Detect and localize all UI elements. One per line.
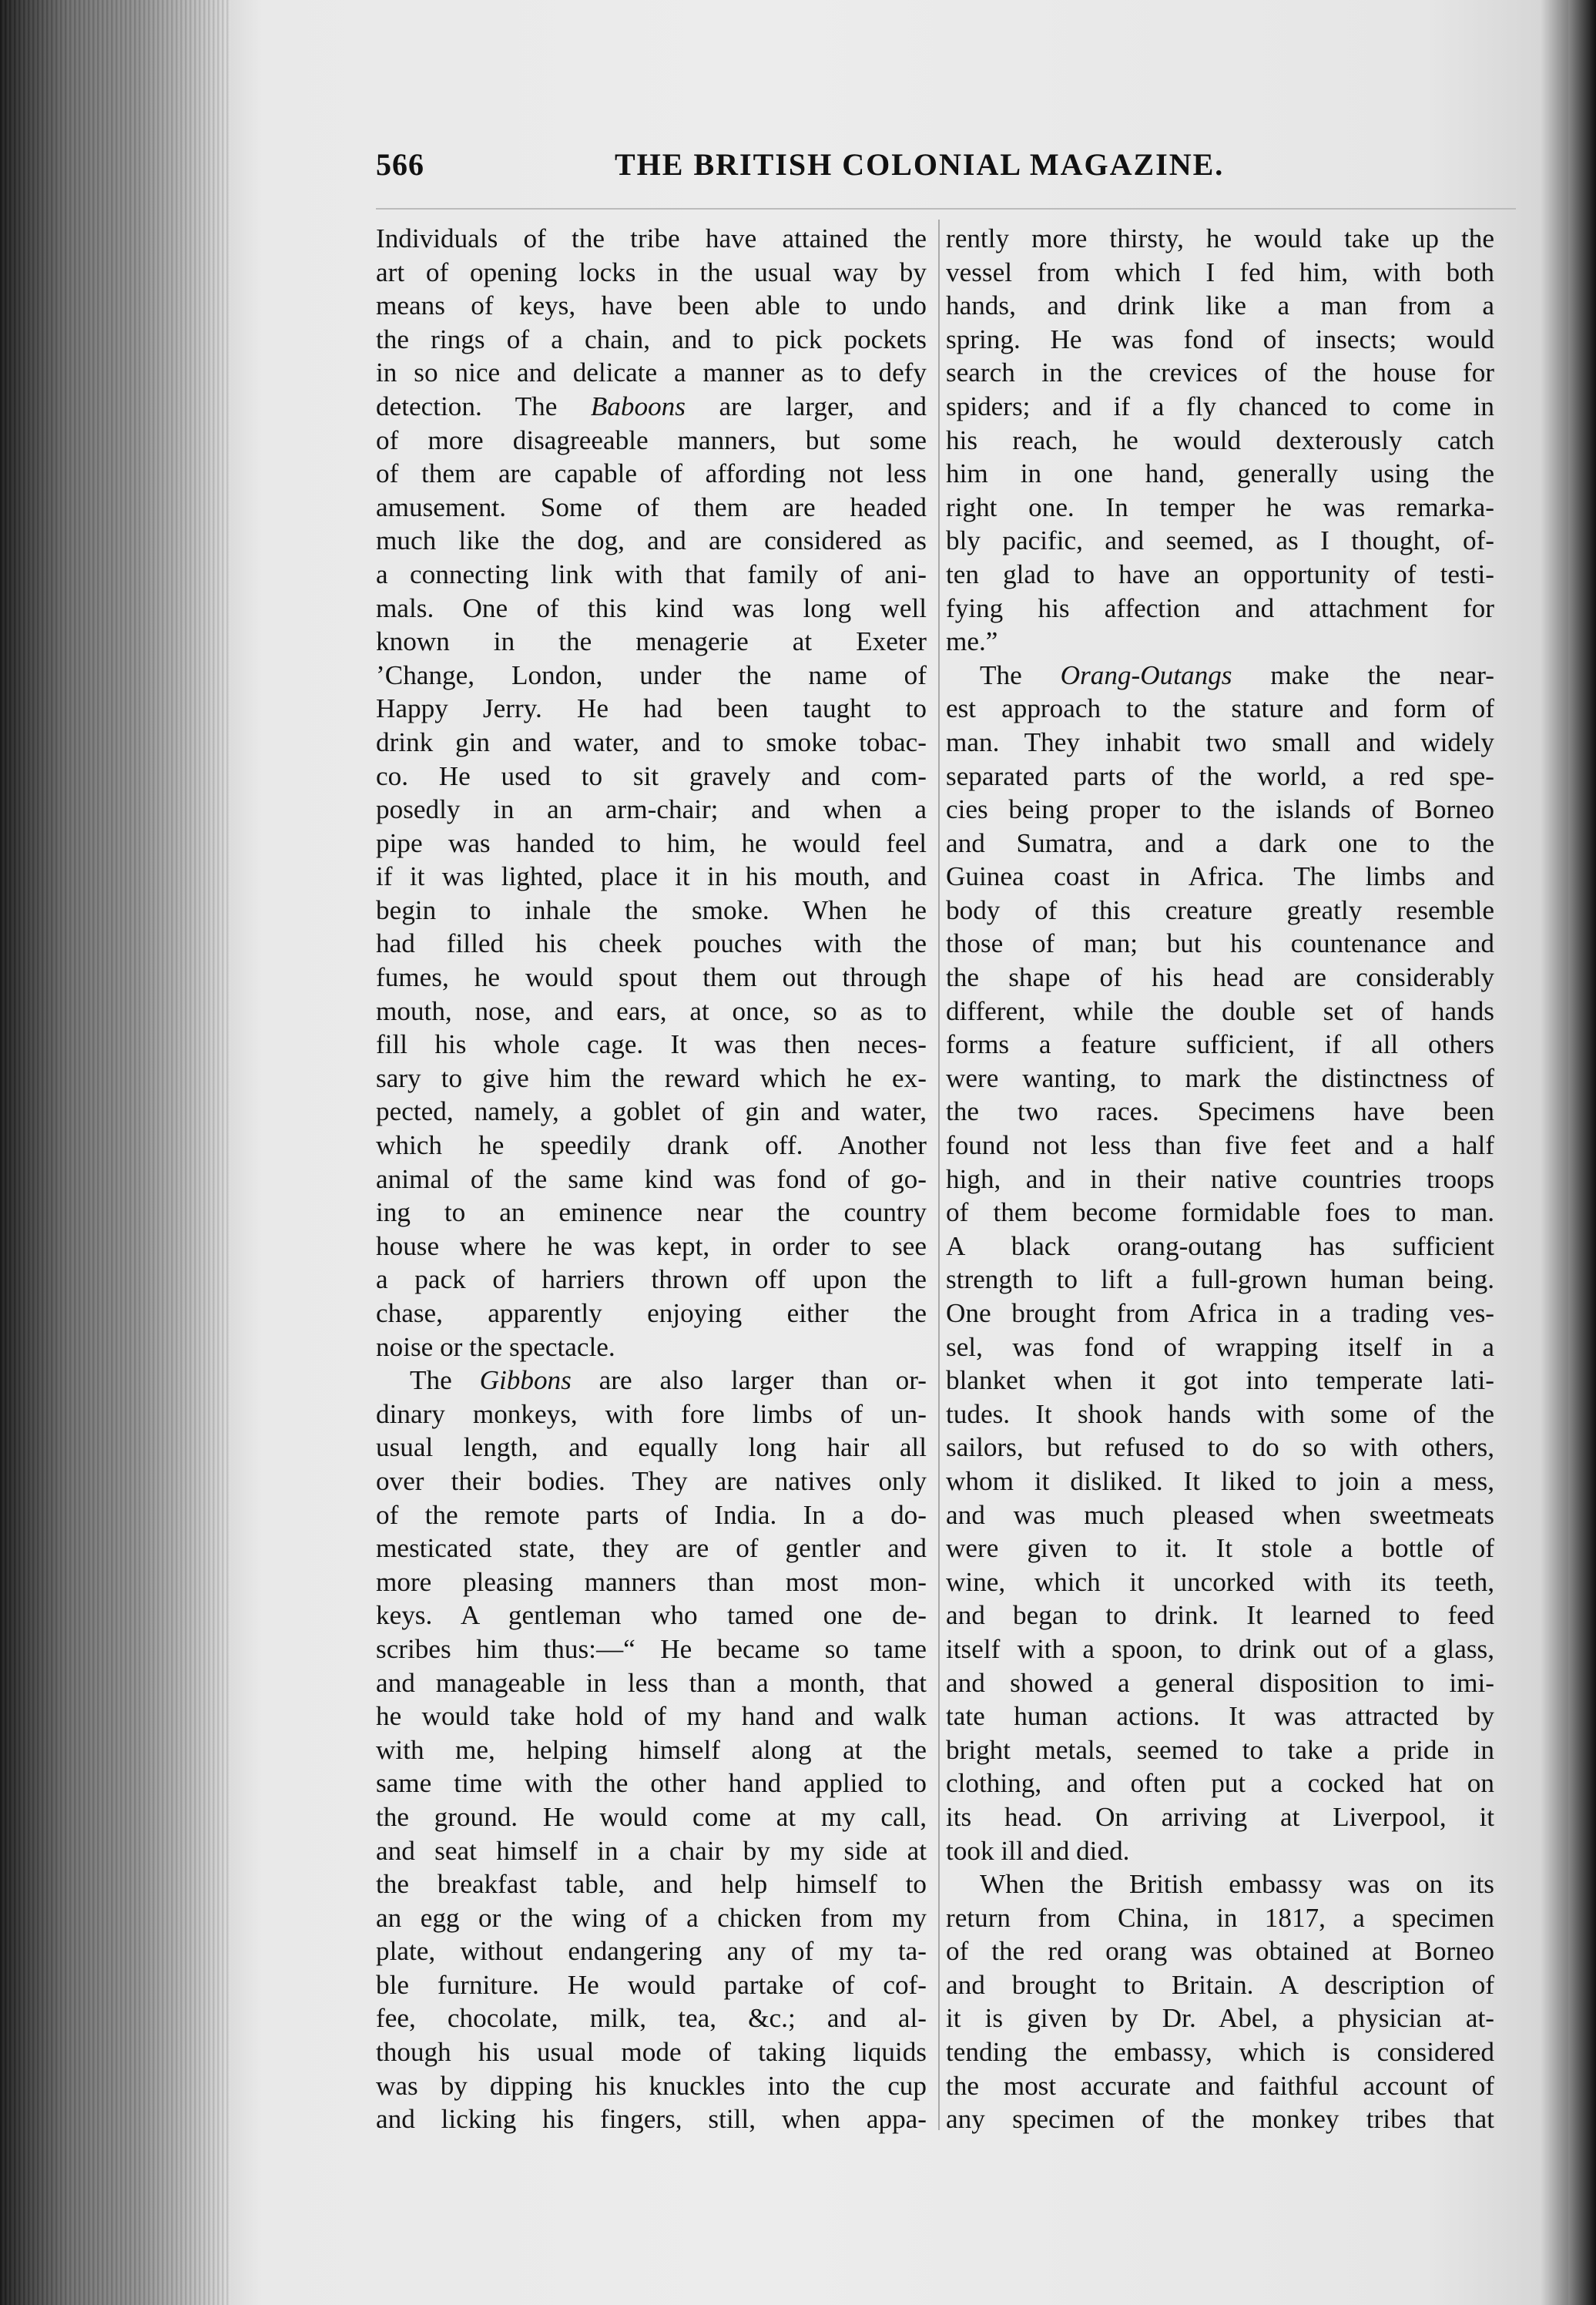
text-line: different, while the double set of hands [946,995,1494,1026]
text-line [376,390,927,424]
taxon-name: Baboons [590,391,686,421]
text-line: more pleasing manners than most mon- [376,1566,927,1597]
text-line: scribes him thus:—“ He became so tame [376,1633,927,1664]
text-line: forms a feature sufficient, if all others [946,1029,1494,1060]
text-line: and Sumatra, and a dark one to the [946,827,1494,858]
text-fragment: make the near- [1232,659,1494,690]
text-line: in so nice and delicate a manner as to defy [376,357,927,388]
text-line: if it was lighted, place it in his mouth, and [376,861,927,892]
text-line: of them become formidable foes to man. [946,1197,1494,1228]
text-line: usual length, and equally long hair all [376,1432,927,1463]
text-line: A black orang-outang has sufficient [946,1230,1494,1261]
text-fragment: The [980,659,1061,690]
text-fragment: The [410,1365,480,1396]
text-line: ’Change, London, under the name of [376,659,927,690]
text-line: the shape of his head are considerably [946,962,1494,993]
text-line: chase, apparently enjoying either the [376,1298,927,1328]
text-line: co. He used to sit gravely and com- [376,760,927,791]
text-line: Guinea coast in Africa. The limbs and [946,861,1494,892]
header-rule [376,208,1516,210]
text-line: mesticated state, they are of gentler and [376,1533,927,1564]
text-line: and began to drink. It learned to feed [946,1600,1494,1631]
text-line: its head. On arriving at Liverpool, it [946,1801,1494,1832]
binding-shadow [1568,0,1596,2305]
text-line: vessel from which I fed him, with both [946,257,1494,287]
text-line: sailors, but refused to do so with others, [946,1432,1494,1463]
text-line: drink gin and water, and to smoke tobac- [376,726,927,757]
text-line: of the remote parts of India. In a do- [376,1499,927,1530]
text-line: same time with the other hand applied to [376,1768,927,1799]
text-line: animal of the same kind was fond of go- [376,1163,927,1194]
text-line: fumes, he would spout them out through [376,962,927,993]
text-line: rently more thirsty, he would take up the [946,223,1494,253]
text-line: tate human actions. It was attracted by [946,1701,1494,1732]
text-line: and brought to Britain. A description of [946,1969,1494,2000]
text-line: took ill and died. [946,1835,1130,1866]
text-line: spring. He was fond of insects; would [946,324,1494,354]
text-line: a pack of harriers thrown off upon the [376,1264,927,1295]
text-line: itself with a spoon, to drink out of a glass, [946,1633,1494,1664]
text-line: and was much pleased when sweetmeats [946,1499,1494,1530]
text-line: any specimen of the monkey tribes that [946,2104,1494,2135]
text-line: amusement. Some of them are headed [376,492,927,522]
text-line: an egg or the wing of a chicken from my [376,1902,927,1933]
text-line [946,659,1494,693]
text-line: posedly in an arm-chair; and when a [376,794,927,825]
text-line: known in the menagerie at Exeter [376,626,927,657]
text-line: noise or the spectacle. [376,1331,615,1362]
text-line: body of this creature greatly resemble [946,894,1494,925]
text-line: of them are capable of affording not less [376,458,927,489]
text-line: of the red orang was obtained at Borneo [946,1936,1494,1967]
text-line: means of keys, have been able to undo [376,290,927,321]
text-line: the ground. He would come at my call, [376,1801,927,1832]
right-column [946,222,1494,2136]
text-line: and seat himself in a chair by my side at [376,1835,927,1866]
text-line: spiders; and if a fly chanced to come in [946,391,1494,421]
text-line: return from China, in 1817, a specimen [946,1902,1494,1933]
text-line: and licking his fingers, still, when appa- [376,2104,927,2135]
text-line: cies being proper to the islands of Borneo [946,794,1494,825]
text-line: he would take hold of my hand and walk [376,1701,927,1732]
text-line: house where he was kept, in order to see [376,1230,927,1261]
text-line: One brought from Africa in a trading ves- [946,1298,1494,1328]
text-line: search in the crevices of the house for [946,357,1494,388]
text-line: though his usual mode of taking liquids [376,2037,927,2068]
text-line: a connecting link with that family of ani- [376,559,927,589]
text-line: were wanting, to mark the distinctness of [946,1062,1494,1093]
text-line: much like the dog, and are considered as [376,525,927,556]
text-fragment: detection. The [376,391,591,421]
text-line: begin to inhale the smoke. When he [376,894,927,925]
text-line: Individuals of the tribe have attained the [376,223,927,253]
text-line: mouth, nose, and ears, at once, so as to [376,995,927,1026]
text-line: which he speedily drank off. Another [376,1130,927,1161]
text-line: his reach, he would dexterously catch [946,424,1494,455]
text-line: separated parts of the world, a red spe- [946,760,1494,791]
text-line: of more disagreeable manners, but some [376,424,927,455]
text-line: was by dipping his knuckles into the cup [376,2070,927,2101]
text-line: pected, namely, a goblet of gin and water, [376,1096,927,1127]
text-line: ten glad to have an opportunity of testi- [946,559,1494,589]
text-line: When the British embassy was on its [980,1869,1494,1900]
text-line: high, and in their native countries troops [946,1163,1494,1194]
text-line: found not less than five feet and a half [946,1130,1494,1161]
text-line: tending the embassy, which is considered [946,2037,1494,2068]
text-line: right one. In temper he was remarka- [946,492,1494,522]
text-line: strength to lift a full-grown human being. [946,1264,1494,1295]
text-line: fill his whole cage. It was then neces- [376,1029,927,1060]
text-line: those of man; but his countenance and [946,928,1494,959]
text-line: had filled his cheek pouches with the [376,928,927,959]
text-line: sel, was fond of wrapping itself in a [946,1331,1494,1362]
page-stack-edge [0,0,231,2305]
text-line: the breakfast table, and help himself to [376,1869,927,1900]
text-line: over their bodies. They are natives only [376,1465,927,1496]
text-fragment: are also larger than or- [571,1365,927,1396]
text-line: keys. A gentleman who tamed one de- [376,1600,927,1631]
text-line: Happy Jerry. He had been taught to [376,693,927,724]
column-divider [938,220,940,2130]
text-line: tudes. It shook hands with some of the [946,1398,1494,1429]
text-line: est approach to the stature and form of [946,693,1494,724]
text-line: the two races. Specimens have been [946,1096,1494,1127]
text-line: me.” [946,626,998,657]
running-title: THE BRITISH COLONIAL MAGAZINE. [615,147,1225,182]
text-line [376,1364,927,1397]
text-line: and manageable in less than a month, that [376,1667,927,1698]
text-line: clothing, and often put a cocked hat on [946,1768,1494,1799]
text-line: were given to it. It stole a bottle of [946,1533,1494,1564]
text-line: whom it disliked. It liked to join a mess, [946,1465,1494,1496]
page-header [376,146,1512,200]
left-column [376,222,927,2136]
page-number: 566 [376,147,424,182]
text-line: plate, without endangering any of my ta- [376,1936,927,1967]
text-line: fee, chocolate, milk, tea, &c.; and al- [376,2003,927,2034]
text-line: pipe was handed to him, he would feel [376,827,927,858]
taxon-name: Orang-Outangs [1060,659,1232,690]
text-line: ing to an eminence near the country [376,1197,927,1228]
text-line: him in one hand, generally using the [946,458,1494,489]
text-line: the most accurate and faithful account of [946,2070,1494,2101]
text-line: fying his affection and attachment for [946,592,1494,623]
taxon-name: Gibbons [479,1365,572,1396]
text-line: man. They inhabit two small and widely [946,726,1494,757]
text-line: with me, helping himself along at the [376,1734,927,1765]
text-line: wine, which it uncorked with its teeth, [946,1566,1494,1597]
text-line: hands, and drink like a man from a [946,290,1494,321]
text-line: it is given by Dr. Abel, a physician at- [946,2003,1494,2034]
text-line: the rings of a chain, and to pick pockets [376,324,927,354]
text-line: mals. One of this kind was long well [376,592,927,623]
text-fragment: are larger, and [685,391,927,421]
text-line: and showed a general disposition to imi- [946,1667,1494,1698]
text-line: bly pacific, and seemed, as I thought, of- [946,525,1494,556]
text-line: blanket when it got into temperate lati- [946,1365,1494,1396]
text-line: sary to give him the reward which he ex- [376,1062,927,1093]
text-line: dinary monkeys, with fore limbs of un- [376,1398,927,1429]
text-line: art of opening locks in the usual way by [376,257,927,287]
text-line: ble furniture. He would partake of cof- [376,1969,927,2000]
text-line: bright metals, seemed to take a pride in [946,1734,1494,1765]
